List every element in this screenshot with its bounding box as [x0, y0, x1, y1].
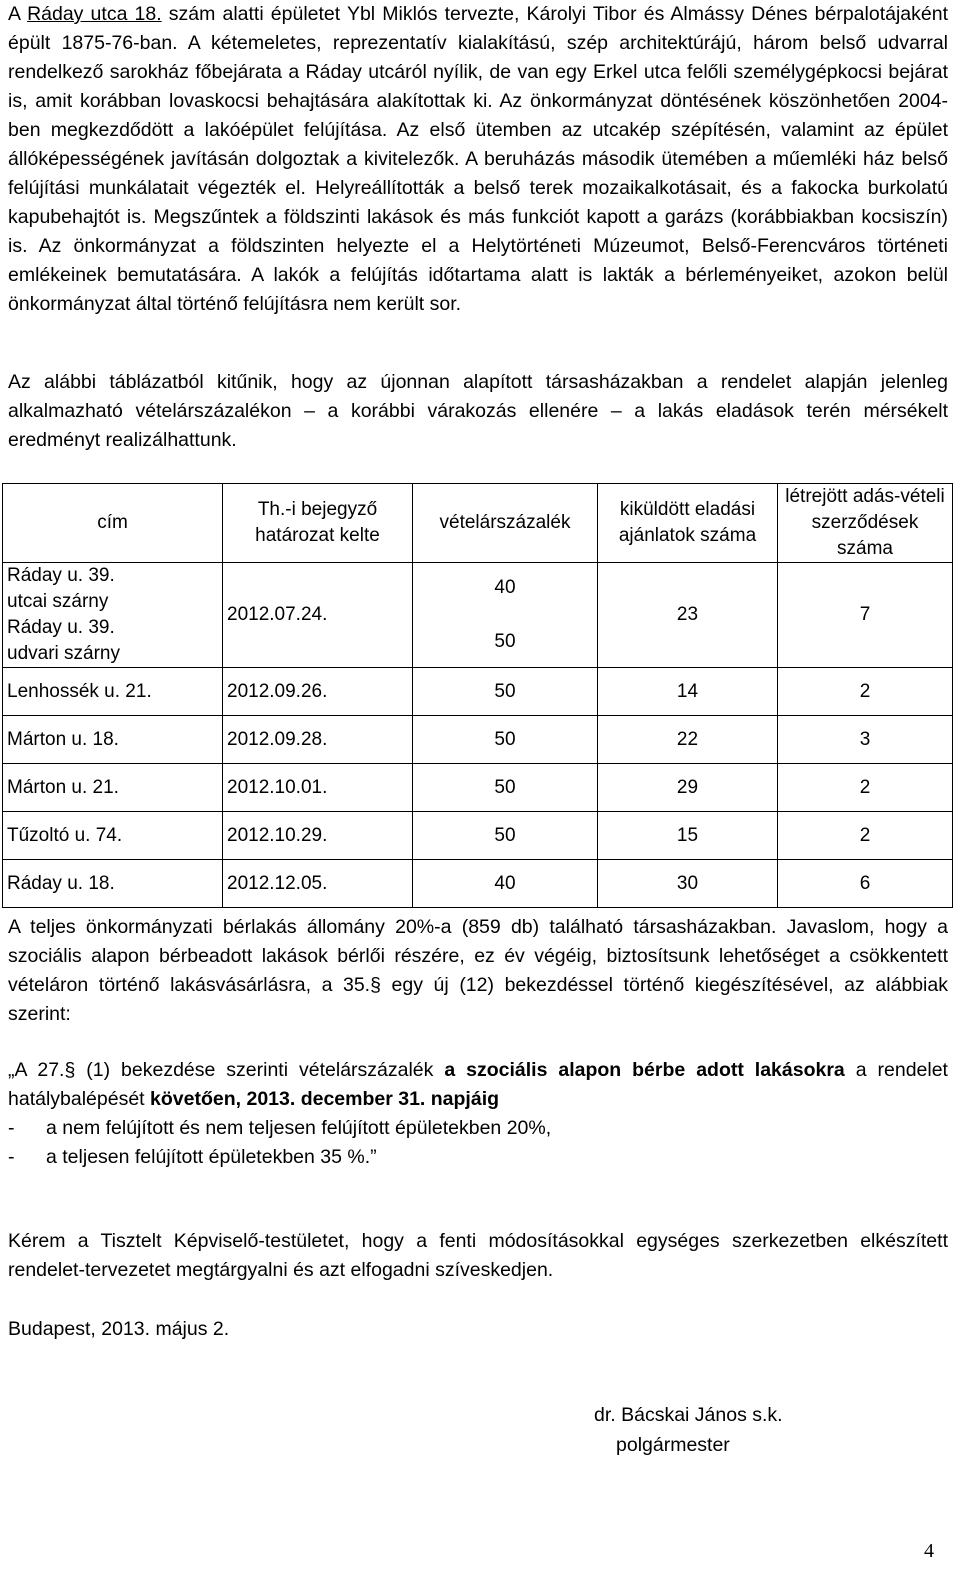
- list-item: [8, 1114, 948, 1143]
- address-link[interactable]: Ráday utca 18.: [27, 3, 162, 25]
- table-row: [3, 668, 953, 716]
- intro-lead: A: [8, 3, 20, 25]
- address-cell: Tűzoltó u. 74.: [3, 812, 223, 860]
- offers-cell: 15: [598, 812, 778, 860]
- date-cell: 2012.07.24.: [223, 563, 413, 668]
- offers-cell: 23: [598, 563, 778, 668]
- list-dash: -: [8, 1117, 15, 1139]
- offers-cell: 30: [598, 860, 778, 908]
- amendment-text: [8, 1056, 948, 1114]
- table-row: [3, 563, 953, 668]
- date-cell: 2012.10.29.: [223, 812, 413, 860]
- offers-cell: 29: [598, 764, 778, 812]
- request-paragraph: Kérem a Tisztelt Képviselő-testületet, hogy a fenti módosításokkal egységes szerkezetben elkészített rendelet-tervezetet megtárgyalni és azt elfogadni szíveskedjen.: [8, 1230, 948, 1281]
- address-line: Ráday u. 39.: [7, 565, 115, 586]
- offers-cell: 14: [598, 668, 778, 716]
- table-row: [3, 860, 953, 908]
- header-contracts: létrejött adás-vételi szerződések száma: [778, 484, 953, 563]
- contracts-cell: 6: [778, 860, 953, 908]
- contracts-cell: 2: [778, 812, 953, 860]
- offers-cell: 22: [598, 716, 778, 764]
- header-address: cím: [3, 484, 223, 563]
- signature-block: [594, 1400, 783, 1460]
- intro-text: szám alatti épületet Ybl Miklós tervezte, Károlyi Tibor és Almássy Dénes bérpalotájaként épült 1875-76-ban. A kétemeletes, reprezentatív kialakítású, szép architektúrájú, három belső udvarral rendelkező sarokház főbejárata a Ráday utcáról nyílik, de van egy Erkel utca felőli személygépkocsi bejárat is, amit korábban lovaskocsi behajtására alakítottak ki. Az önkormányzat döntésének köszönhetően 2004-ben megkezdődött a lakóépület felújítása. Az első ütemben az utcakép szépítésén, valamint az épület állóképességének javításán dolgoztak a kivitelezők. A beruházás második ütemében a műemléki ház belső felújítási munkálatait végezték el. Helyreállították a belső terek mozaikalkotásait, és a fakocka burkolatú kapubehajtót is. Megszűntek a földszinti lakások és más funkciót kapott a garázs (korábbiakban kocsiszín) is. Az önkormányzat a földszinten helyezte el a Helytörténeti Múzeumot, Belső-Ferencváros történeti emlékeinek bemutatására. A lakók a felújítás időtartama alatt is lakták a bérleményeiket, azokon belül önkormányzat által történő felújításra nem került sor.: [8, 3, 948, 315]
- signer-role: polgármester: [616, 1434, 730, 1456]
- table-lead-paragraph: Az alábbi táblázatból kitűnik, hogy az újonnan alapított társasházakban a rendelet alapján jelenleg alkalmazható vételárszázalékon – a korábbi várakozás ellenére – a lakás eladások terén mérsékelt eredményt realizálhattunk.: [8, 371, 948, 451]
- contracts-cell: 2: [778, 764, 953, 812]
- contracts-cell: 3: [778, 716, 953, 764]
- address-cell: Ráday u. 18.: [3, 860, 223, 908]
- percent-cell: [413, 563, 598, 668]
- date-cell: 2012.12.05.: [223, 860, 413, 908]
- address-cell: Márton u. 21.: [3, 764, 223, 812]
- percent-value: 40: [494, 577, 516, 598]
- percent-cell: 50: [413, 716, 598, 764]
- page-number: 4: [924, 1540, 934, 1562]
- address-cell: Lenhossék u. 21.: [3, 668, 223, 716]
- amendment-bold: a szociális alapon bérbe adott lakásokra: [444, 1059, 845, 1081]
- percent-cell: 40: [413, 860, 598, 908]
- sales-table: [2, 483, 953, 908]
- percent-value: 50: [494, 631, 516, 652]
- dateline: Budapest, 2013. május 2.: [8, 1318, 230, 1340]
- table-row: [3, 764, 953, 812]
- proposal-paragraph: A teljes önkormányzati bérlakás állomány 20%-a (859 db) található társasházakban. Javaslom, hogy a szociális alapon bérbeadott lakások bérlői részére, ez év végéig, biztosítsunk lehetőséget a csökkentett vételáron történő lakásvásárlásra, a 35.§ egy új (12) bekezdéssel történő kiegészítésével, az alábbiak szerint:: [8, 916, 948, 1025]
- intro-paragraph: [8, 0, 948, 319]
- signer-name: dr. Bácskai János s.k.: [594, 1404, 783, 1426]
- contracts-cell: 7: [778, 563, 953, 668]
- date-cell: 2012.09.28.: [223, 716, 413, 764]
- date-cell: 2012.10.01.: [223, 764, 413, 812]
- list-item: [8, 1143, 948, 1172]
- address-line: Ráday u. 39.: [7, 617, 115, 638]
- date-cell: 2012.09.26.: [223, 668, 413, 716]
- address-line: udvari szárny: [7, 643, 120, 664]
- amendment-part: a rendelet hatálybalépését: [8, 1059, 948, 1110]
- table-row: [3, 716, 953, 764]
- percent-cell: 50: [413, 668, 598, 716]
- header-offers: kiküldött eladási ajánlatok száma: [598, 484, 778, 563]
- address-line: utcai szárny: [7, 591, 109, 612]
- table-row: [3, 812, 953, 860]
- table-header-row: [3, 484, 953, 563]
- amendment-part: „A 27.§ (1) bekezdése szerinti vételárszázalék: [8, 1059, 445, 1081]
- percent-cell: 50: [413, 764, 598, 812]
- list-item-text: a teljesen felújított épületekben 35 %.”: [46, 1146, 377, 1168]
- list-item-text: a nem felújított és nem teljesen felújított épületekben 20%,: [46, 1117, 552, 1139]
- address-cell: [3, 563, 223, 668]
- header-percent: vételárszázalék: [413, 484, 598, 563]
- amendment-block: [8, 1056, 948, 1172]
- contracts-cell: 2: [778, 668, 953, 716]
- address-cell: Márton u. 18.: [3, 716, 223, 764]
- amendment-bold: követően, 2013. december 31. napjáig: [150, 1088, 500, 1110]
- list-dash: -: [8, 1146, 15, 1168]
- header-date: Th.-i bejegyző határozat kelte: [223, 484, 413, 563]
- percent-cell: 50: [413, 812, 598, 860]
